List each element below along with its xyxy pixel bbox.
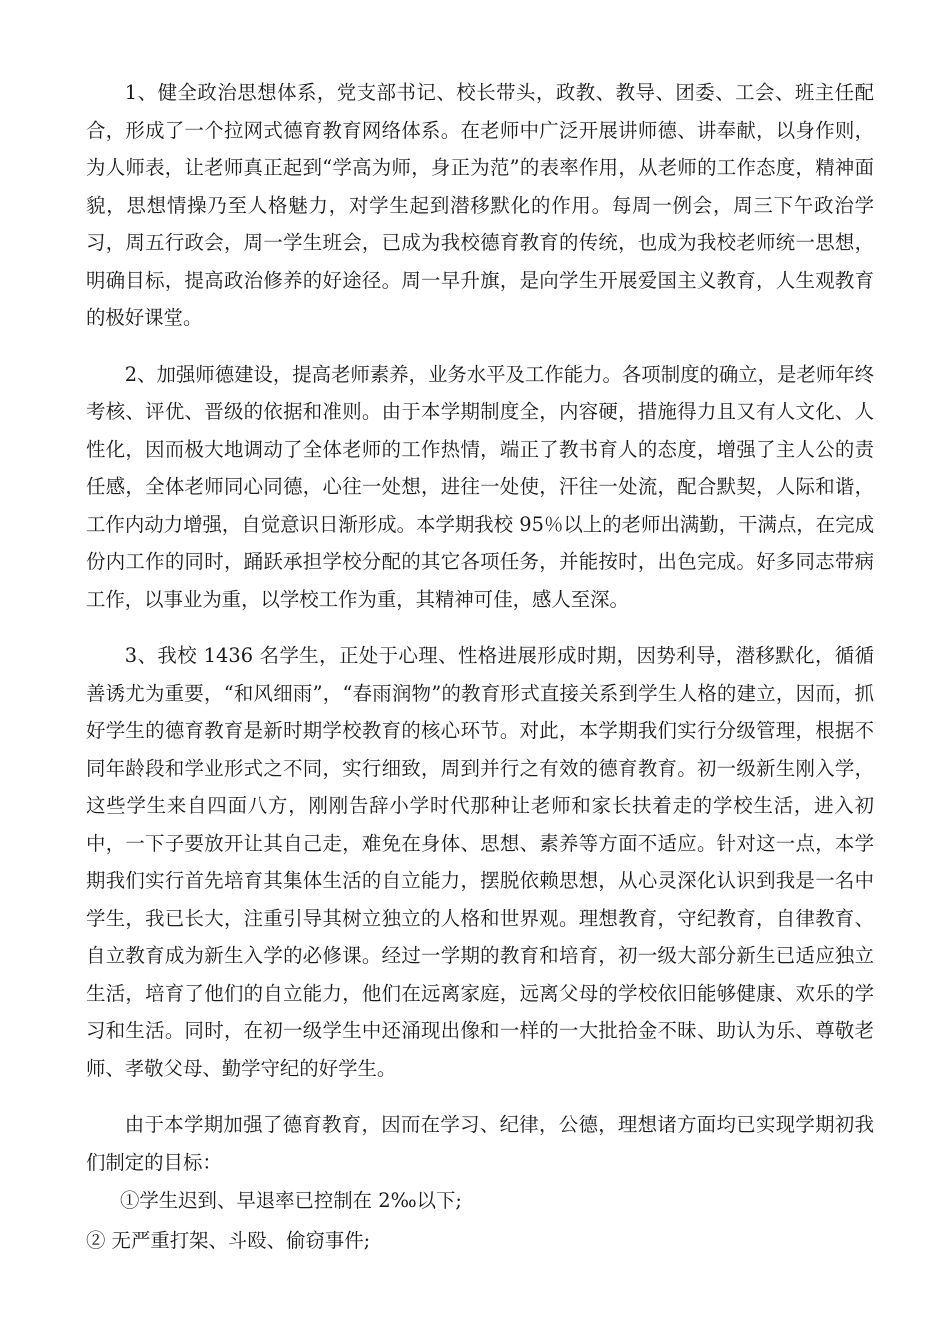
list-item-no-fighting: ② 无严重打架、斗殴、偷窃事件; xyxy=(86,1229,371,1252)
paragraph-political-system: 1、健全政治思想体系，党支部书记、校长带头，政教、教导、团委、工会、班主任配合，形成了一个拉网式德育教育网络体系。在老师中广泛开展讲师德、讲奉献，以身作则，为人师表，让老师真正起到“学高为师，身正为范”的表率作用，从老师的工作态度，精神面貌，思想情操乃至人格魅力，对学生起到潜移默化的作用。每周一例会，周三下午政治学习，周五行政会，周一学生班会，已成为我校德育教育的传统，也成为我校老师统一思想，明确目标，提高政治修养的好途径。周一早升旗，是向学生开展爱国主义教育，人生观教育的极好课堂。 xyxy=(86,81,874,329)
list-item-lateness-rate: ①学生迟到、早退率已控制在 2‰以下; xyxy=(120,1189,462,1212)
paragraph-goals-intro: 由于本学期加强了德育教育，因而在学习、纪律，公德，理想诸方面均已实现学期初我们制定的目标： xyxy=(86,1113,874,1174)
paragraph-student-education: 3、我校 1436 名学生，正处于心理、性格进展形成时期，因势利导，潜移默化，循循善诱尤为重要，“和风细雨”，“春雨润物”的教育形式直接关系到学生人格的建立，因而，抓好学生的德育教育是新时期学校教育的核心环节。对此，本学期我们实行分级管理，根据不同年龄段和学业形式之不同，实行细致，周到并行之有效的德育教育。初一级新生刚入学，这些学生来自四面八方，刚刚告辞小学时代那种让老师和家长扶着走的学校生活，进入初中，一下子要放开让其自己走，难免在身体、思想、素养等方面不适应。针对这一点，本学期我们实行首先培育其集体生活的自立能力，摆脱依赖思想，从心灵深化认识到我是一名中学生，我已长大，注重引导其树立独立的人格和世界观。理想教育，守纪教育，自律教育、自立教育成为新生入学的必修课。经过一学期的教育和培育，初一级大部分新生已适应独立生活，培育了他们的自立能力，他们在远离家庭，远离父母的学校依旧能够健康、欢乐的学习和生活。同时，在初一级学生中还涌现出像和一样的一大批拾金不昧、助认为乐、尊敬老师、孝敬父母、勤学守纪的好学生。 xyxy=(86,644,874,1080)
paragraph-teacher-ethics: 2、加强师德建设，提高老师素养，业务水平及工作能力。各项制度的确立，是老师年终考核、评优、晋级的依据和准则。由于本学期制度全，内容硬，措施得力且又有人文化、人性化，因而极大地调动了全体老师的工作热情，端正了教书育人的态度，增强了主人公的责任感，全体老师同心同德，心往一处想，进往一处使，汗往一处流，配合默契，人际和谐，工作内动力增强，自觉意识日渐形成。本学期我校 95％以上的老师出满勤，干满点，在完成份内工作的同时，踊跃承担学校分配的其它各项任务，并能按时，出色完成。好多同志带病工作，以事业为重，以学校工作为重，其精神可佳，感人至深。 xyxy=(86,362,874,611)
document-page xyxy=(86,74,874,1261)
